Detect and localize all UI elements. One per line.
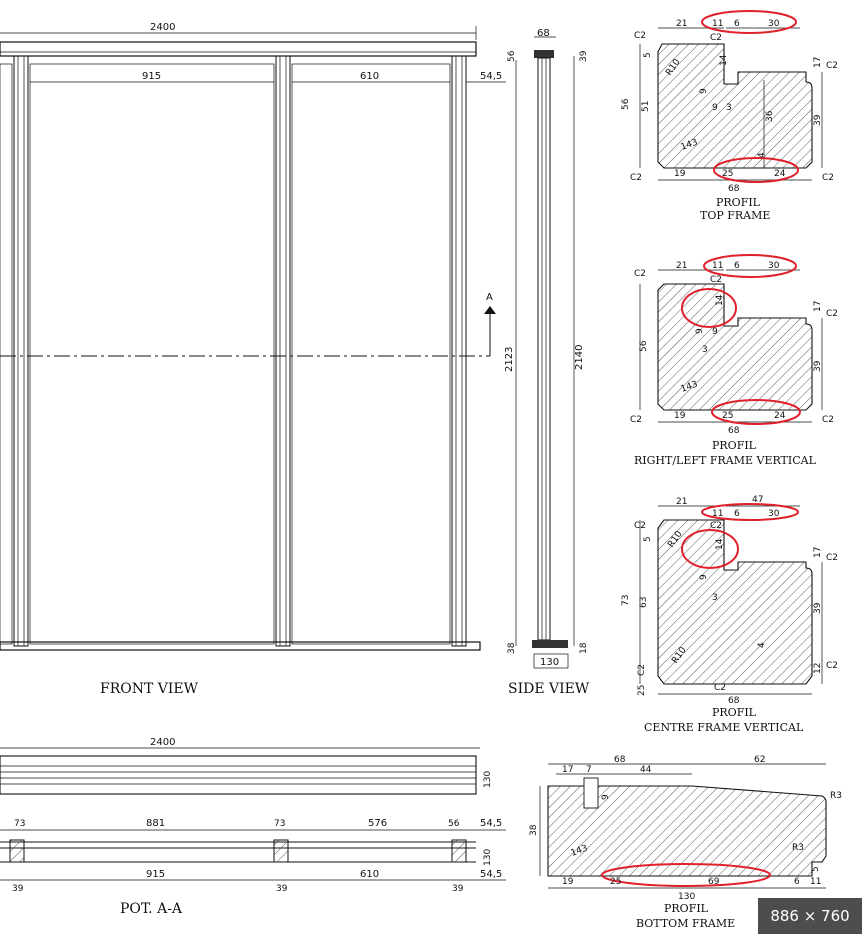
section-h130-b: 130 (483, 848, 493, 866)
side-top-39: 39 (579, 50, 589, 62)
centre-d12: 12 (813, 662, 823, 674)
top-d5: 5 (643, 52, 653, 58)
centre-d25: 25 (637, 684, 647, 696)
profile-top-frame (621, 11, 838, 222)
top-d24: 24 (774, 169, 786, 179)
section-d610: 610 (360, 869, 380, 880)
side-top-68: 68 (537, 28, 550, 39)
centre-d6: 6 (734, 509, 740, 519)
section-d39-c: 39 (452, 884, 464, 894)
vert-c2-d: C2 (630, 415, 643, 425)
bottom-d19: 19 (562, 877, 574, 887)
vert-d143: 143 (679, 379, 700, 395)
vert-d3: 3 (702, 345, 708, 355)
section-d54-5-a: 54,5 (480, 818, 503, 829)
centre-c2-e: C2 (637, 663, 647, 676)
vert-d39: 39 (813, 360, 823, 372)
vert-c2-e: C2 (822, 415, 835, 425)
centre-r10-b: R10 (670, 645, 689, 666)
centre-d21: 21 (676, 497, 688, 507)
vert-d25: 25 (722, 411, 734, 421)
centre-d30: 30 (768, 509, 780, 519)
bottom-d5: 5 (811, 866, 821, 872)
side-height-2140: 2140 (574, 344, 585, 370)
side-bottom-38: 38 (507, 642, 517, 654)
top-caption-2: TOP FRAME (700, 209, 771, 222)
centre-d17: 17 (813, 546, 823, 558)
top-d19: 19 (674, 169, 686, 179)
bottom-caption-1: PROFIL (664, 902, 708, 915)
centre-d68: 68 (728, 696, 740, 706)
side-bottom-130: 130 (540, 657, 560, 668)
section-d56: 56 (448, 819, 460, 829)
centre-caption-2: CENTRE FRAME VERTICAL (644, 721, 804, 734)
top-c2-d: C2 (630, 173, 643, 183)
vert-d56: 56 (639, 340, 649, 352)
section-marker-a: A (486, 292, 493, 303)
bottom-r3-b: R3 (792, 843, 804, 853)
centre-c2-a: C2 (634, 521, 647, 531)
bottom-d68: 68 (614, 755, 626, 765)
centre-d11: 11 (712, 509, 724, 519)
vert-c2-c: C2 (826, 309, 839, 319)
top-c2-b: C2 (710, 33, 723, 43)
front-view-label: FRONT VIEW (100, 681, 199, 697)
profile-vertical-frame (630, 255, 838, 467)
bottom-d6: 6 (794, 877, 800, 887)
section-d54-5-b: 54,5 (480, 869, 503, 880)
top-d17: 17 (813, 56, 823, 68)
bottom-d143: 143 (569, 843, 590, 859)
top-d9-a: 9 (699, 88, 709, 94)
front-width-915: 915 (142, 71, 162, 82)
top-d21: 21 (676, 19, 688, 29)
top-c2-a: C2 (634, 31, 647, 41)
front-width-610: 610 (360, 71, 380, 82)
centre-d47: 47 (752, 495, 764, 505)
vert-caption-2: RIGHT/LEFT FRAME VERTICAL (634, 454, 816, 467)
vert-c2-b: C2 (710, 275, 723, 285)
bottom-d17: 17 (562, 765, 574, 775)
centre-r10-a: R10 (666, 529, 685, 550)
section-d73-b: 73 (274, 819, 286, 829)
vert-d17: 17 (813, 300, 823, 312)
section-width-2400: 2400 (150, 737, 176, 748)
vert-c2-a: C2 (634, 269, 647, 279)
front-view (0, 22, 516, 697)
bottom-d62: 62 (754, 755, 766, 765)
top-d68: 68 (728, 184, 740, 194)
vert-d6: 6 (734, 261, 740, 271)
bottom-d25: 25 (610, 877, 622, 887)
centre-d14: 14 (715, 538, 725, 550)
top-d4: 4 (757, 152, 767, 158)
centre-d5: 5 (643, 536, 653, 542)
section-a-a (0, 737, 506, 917)
top-r10: R10 (664, 57, 683, 78)
top-d39: 39 (813, 114, 823, 126)
section-label: POT. A-A (120, 901, 183, 917)
profile-centre-frame (621, 495, 838, 734)
centre-c2-b: C2 (710, 521, 723, 531)
bottom-d69: 69 (708, 877, 720, 887)
side-bottom-18: 18 (579, 642, 589, 654)
bottom-d44: 44 (640, 765, 652, 775)
vert-d9-b: 9 (712, 327, 718, 337)
vert-d21: 21 (676, 261, 688, 271)
centre-caption-1: PROFIL (712, 706, 756, 719)
front-dim-54-5: 54,5 (480, 71, 503, 82)
top-d30: 30 (768, 19, 780, 29)
top-c2-e: C2 (822, 173, 835, 183)
vert-d11: 11 (712, 261, 724, 271)
side-view-label: SIDE VIEW (508, 681, 590, 697)
section-d881: 881 (146, 818, 166, 829)
side-view (507, 28, 590, 697)
top-d14: 14 (719, 54, 729, 66)
top-d143: 143 (679, 137, 700, 153)
top-d25: 25 (722, 169, 734, 179)
section-d39-b: 39 (276, 884, 288, 894)
top-d6: 6 (734, 19, 740, 29)
vert-d24: 24 (774, 411, 786, 421)
top-d51: 51 (641, 100, 651, 112)
bottom-d38: 38 (529, 824, 539, 836)
bottom-caption-2: BOTTOM FRAME (636, 917, 736, 930)
section-d39-a: 39 (12, 884, 24, 894)
bottom-d130: 130 (678, 892, 696, 902)
top-d3: 3 (726, 103, 732, 113)
top-d11: 11 (712, 19, 724, 29)
centre-d3: 3 (712, 593, 718, 603)
section-d73-a: 73 (14, 819, 26, 829)
centre-c2-f: C2 (714, 683, 727, 693)
vert-d14: 14 (715, 294, 725, 306)
section-d915: 915 (146, 869, 166, 880)
top-c2-c: C2 (826, 61, 839, 71)
centre-d73: 73 (621, 594, 631, 606)
top-d36: 36 (765, 110, 775, 122)
bottom-r3-a: R3 (830, 791, 842, 801)
bottom-d7: 7 (586, 765, 592, 775)
front-height-2123: 2123 (504, 346, 515, 372)
bottom-d11: 11 (810, 877, 822, 887)
front-width-2400: 2400 (150, 22, 176, 33)
vert-caption-1: PROFIL (712, 439, 756, 452)
centre-d9: 9 (699, 574, 709, 580)
vert-d30: 30 (768, 261, 780, 271)
vert-d19: 19 (674, 411, 686, 421)
centre-c2-c: C2 (826, 553, 839, 563)
side-top-56: 56 (507, 50, 517, 62)
section-h130-a: 130 (483, 770, 493, 788)
section-d576: 576 (368, 818, 388, 829)
bottom-d9: 9 (601, 794, 611, 800)
top-caption-1: PROFIL (716, 196, 760, 209)
centre-d63: 63 (639, 596, 649, 608)
image-size-badge: 886 × 760 (758, 898, 862, 934)
centre-c2-d: C2 (826, 661, 839, 671)
centre-d39: 39 (813, 602, 823, 614)
vert-d68: 68 (728, 426, 740, 436)
centre-d4: 4 (757, 642, 767, 648)
vert-d9-a: 9 (695, 328, 705, 334)
top-d56: 56 (621, 98, 631, 110)
top-d9-b: 9 (712, 103, 718, 113)
